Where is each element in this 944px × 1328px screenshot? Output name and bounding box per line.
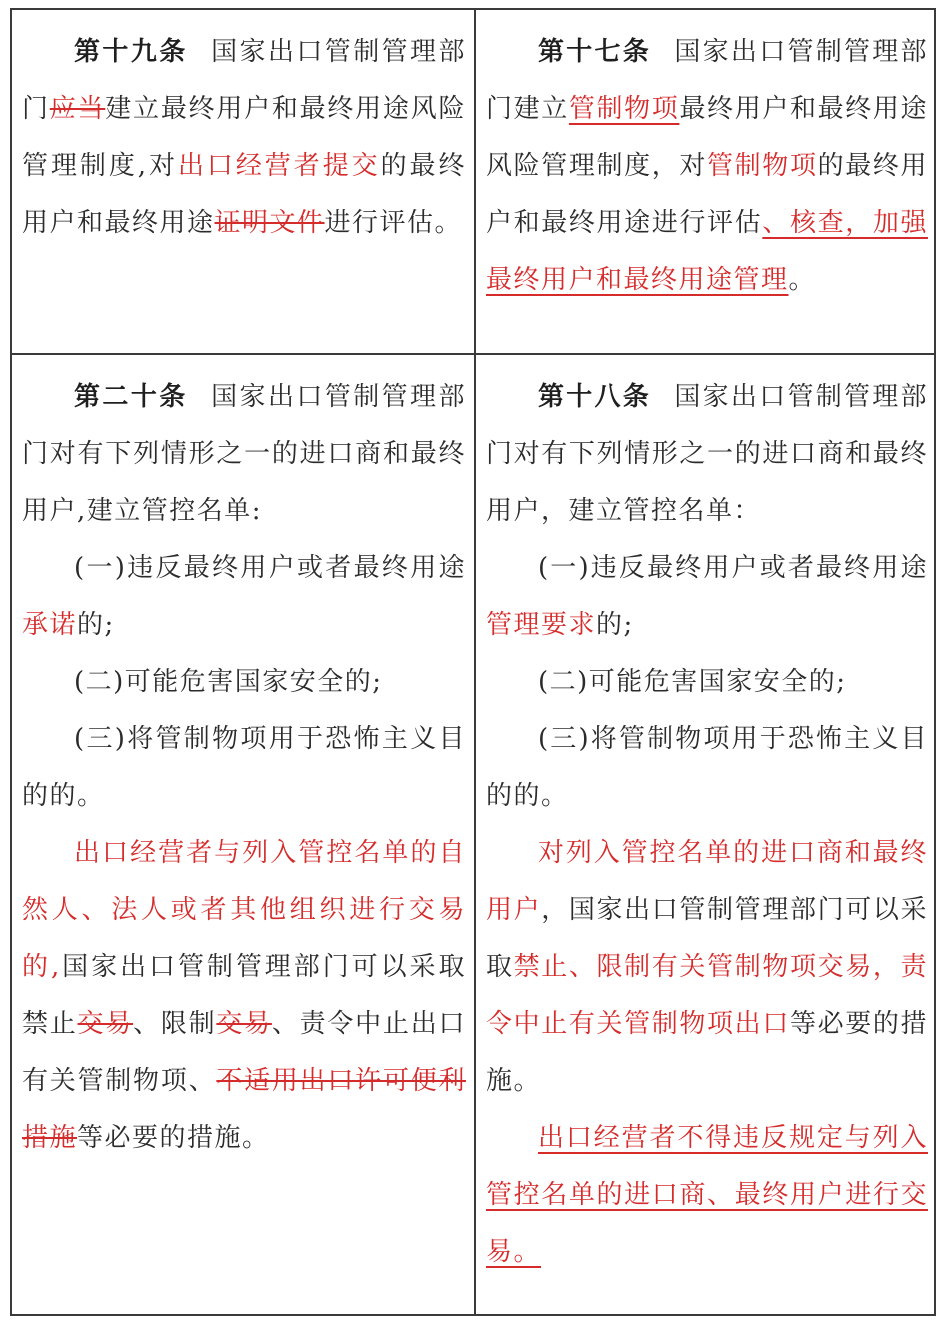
list-item-3: (三)将管制物项用于恐怖主义目的的。 [22,724,466,811]
inserted-text: 出口经营者不得违反规定与列入管控名单的进口商、最终用户进行交易。 [486,1123,928,1267]
comparison-table [10,8,936,1316]
article-18-new-paragraph [486,1110,928,1281]
cell-draft-article-19 [12,10,474,353]
article-18-intro: 第十八条 国家出口管制管理部门对有下列情形之一的进口商和最终用户，建立管控名单： [486,382,928,526]
list-item-2: (二)可能危害国家安全的; [538,667,847,697]
changed-text: 禁止、限制有关管制物项交易，责令中止有关管制物项出口 [486,952,928,1039]
list-item-3: (三)将管制物项用于恐怖主义目的的。 [486,724,928,811]
deleted-text: 应当 [49,94,106,124]
inserted-text: 、核查，加强最终用户和最终用途管理 [486,208,928,295]
deleted-text: 证明文件 [214,208,325,238]
list-item-2: (二)可能危害国家安全的; [74,667,383,697]
cell-revised-article-18 [476,355,936,1316]
article-18-measures: 对列入管控名单的进口商和最终用户，国家出口管制管理部门可以采取禁止、限制有关管制物项交易，责令中止有关管制物项出口等必要的措施。 [486,838,928,1096]
deleted-text: 交易 [77,1009,134,1039]
article-number: 第二十条 [74,382,188,412]
deleted-text: 不适用出口许可便利措施 [22,1066,466,1153]
article-number: 第十九条 [74,37,188,67]
inserted-text: 管制物项 [568,94,680,124]
changed-text: 承诺 [22,610,78,640]
changed-text: 出口经营者与列入管控名单的自然人、法人或者其他组织进行交易的, [22,838,466,982]
changed-text: 对列入管控名单的进口商和最终用户 [486,838,928,925]
deleted-text: 交易 [216,1009,272,1039]
article-20-intro: 第二十条 国家出口管制管理部门对有下列情形之一的进口商和最终用户,建立管控名单: [22,382,466,526]
article-number: 第十七条 [538,37,652,67]
changed-text: 出口经营者提交 [177,151,381,181]
article-17-paragraph: 第十七条 国家出口管制管理部门建立管制物项最终用户和最终用途风险管理制度，对管制物项的最终用户和最终用途进行评估、核查，加强最终用户和最终用途管理。 [486,37,928,295]
list-item-1: (一)违反最终用户或者最终用途承诺的; [22,553,466,640]
article-19-paragraph: 第十九条 国家出口管制管理部门应当建立最终用户和最终用途风险管理制度,对出口经营者提交的最终用户和最终用途证明文件进行评估。 [22,37,466,238]
changed-text: 管制物项 [707,151,818,181]
list-item-1: (一)违反最终用户或者最终用途管理要求的; [486,553,928,640]
changed-text: 管理要求 [486,610,597,640]
cell-revised-article-17 [476,10,936,353]
cell-draft-article-20 [12,355,474,1316]
article-20-measures: 出口经营者与列入管控名单的自然人、法人或者其他组织进行交易的,国家出口管制管理部门可以采取禁止交易、限制交易、责令中止出口有关管制物项、不适用出口许可便利措施等必要的措施。 [22,838,466,1153]
article-number: 第十八条 [538,382,652,412]
